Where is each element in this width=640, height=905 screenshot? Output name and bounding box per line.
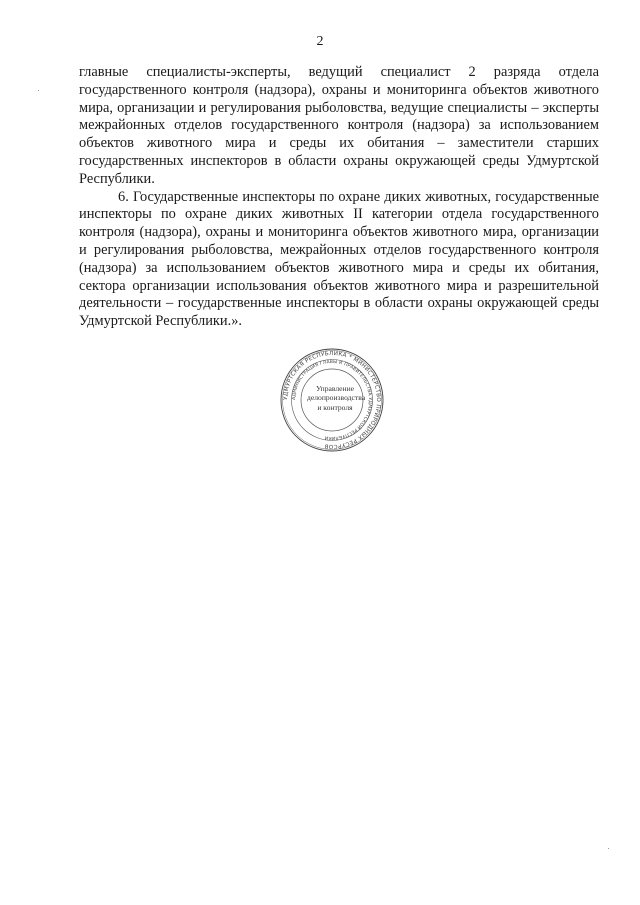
document-body: [79, 64, 599, 331]
paragraph-item-6: 6. Государственные инспекторы по охране диких животных, государственные инспекторы по охране диких животных II категории отдела государственного контроля (надзора), охраны и мониторинга объектов животного мира, организации и регулирования рыболовства, межрайонных отделов государственного контроля (надзора) за использованием объектов животного мира и среды их обитания, сектора организации использования объектов животного мира и разрешительной деятельности – государственные инспекторы в области охраны окружающей среды Удмуртской Республики.».: [79, 188, 599, 330]
scan-speck: [608, 848, 609, 849]
paragraph-list-continuation: главные специалисты-эксперты, ведущий специалист 2 разряда отдела государственного контроля (надзора), охраны и мониторинга объектов животного мира, организации и регулирования рыболовства, ведущие специалисты – эксперты межрайонных отделов государственного контроля (надзора) за использованием объектов животного мира и среды их обитания – заместители старших государственных инспекторов в области охраны окружающей среды Удмуртской Республики.: [79, 64, 599, 187]
seal-outer-text: УДМУРТСКАЯ РЕСПУБЛИКА * МИНИСТЕРСТВО ПРИРОДНЫХ РЕСУРСОВ: [282, 350, 382, 450]
seal-center-line: делопроизводства: [307, 393, 366, 403]
scan-speck: [38, 90, 39, 91]
page-number: 2: [316, 34, 324, 49]
seal-center-label: [307, 384, 366, 412]
seal-center-line: Управление: [315, 384, 355, 393]
seal-center-line: и контроля: [317, 402, 353, 412]
seal-inner-text: АДМИНИСТРАЦИЯ ГЛАВЫ И ПРАВИТЕЛЬСТВА УДМУРТСКОЙ РЕСПУБЛИКИ: [291, 359, 373, 441]
